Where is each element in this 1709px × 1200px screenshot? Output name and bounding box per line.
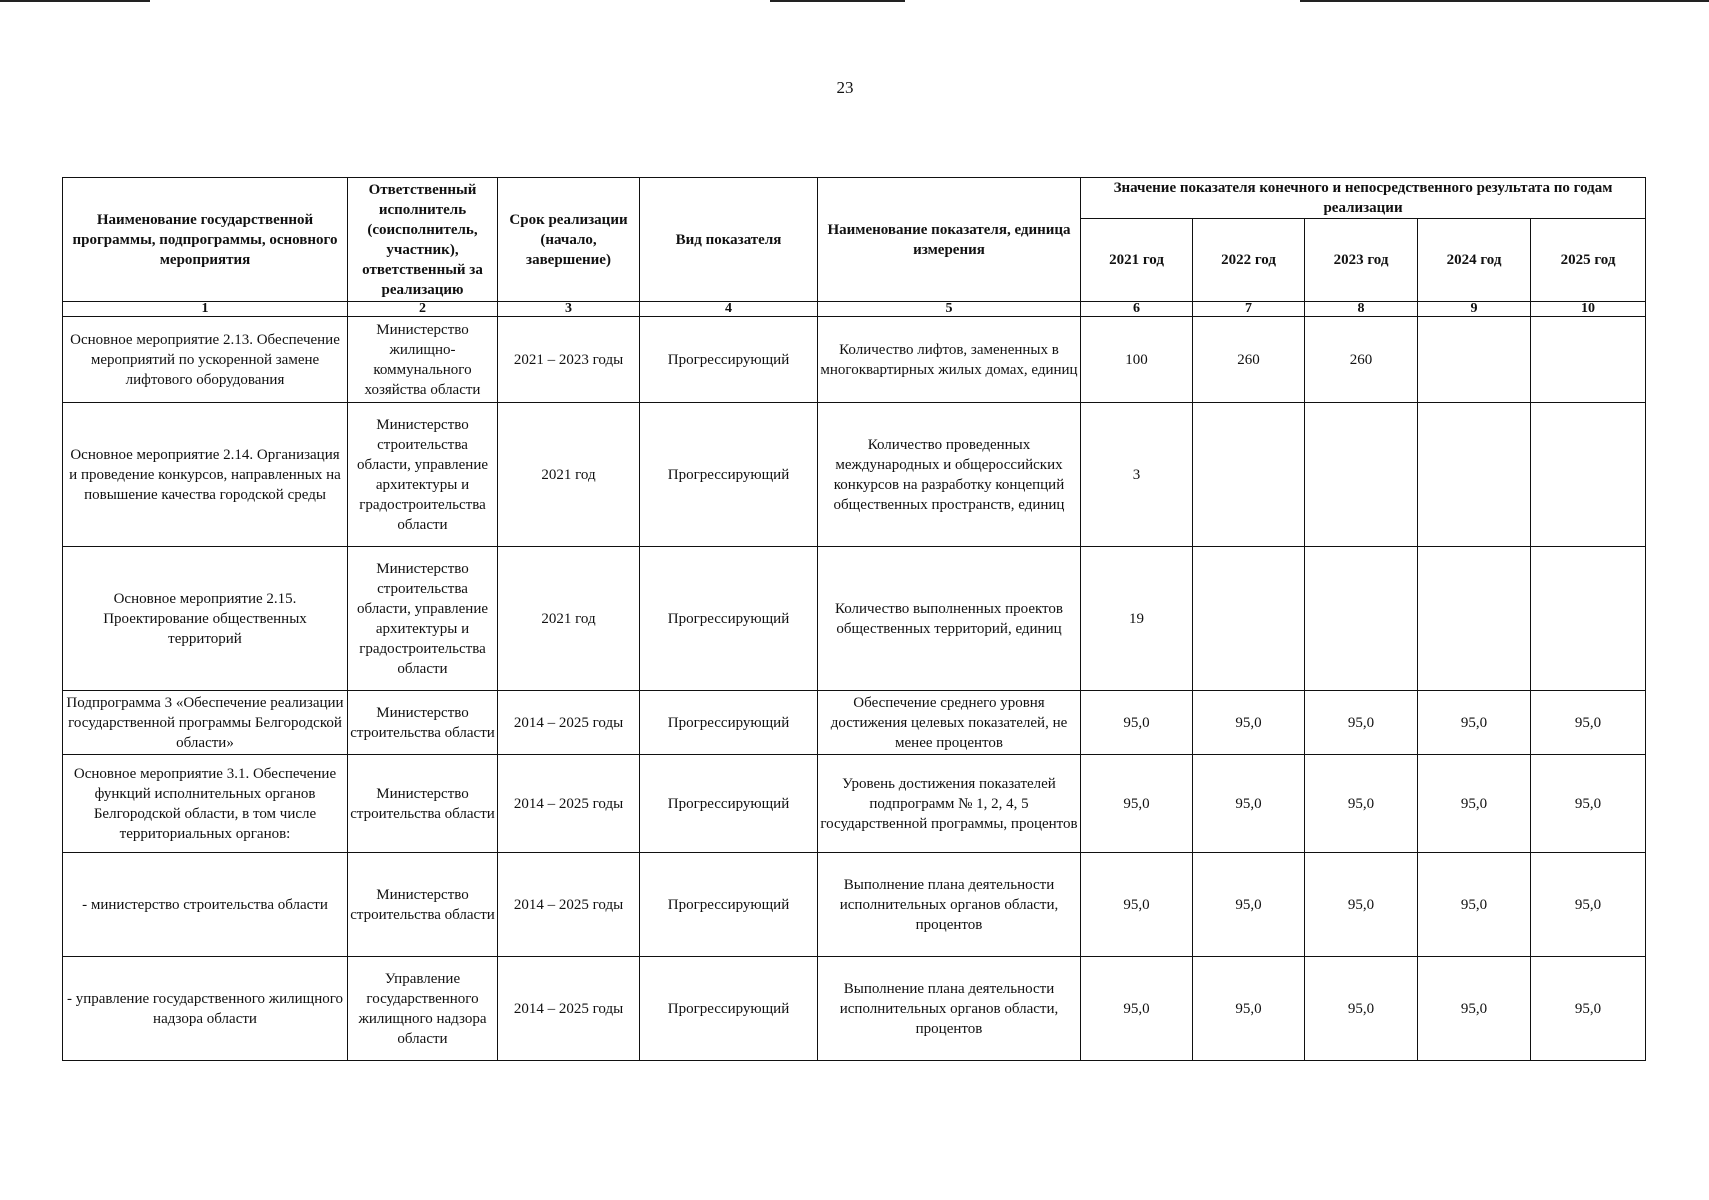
- row-executor: Министерство строительства области: [348, 853, 498, 957]
- row-executor: Министерство строительства области, управление архитектуры и градостроительства области: [348, 403, 498, 547]
- row-period: 2014 – 2025 годы: [498, 755, 640, 853]
- row-value-2023: [1305, 547, 1418, 691]
- header-program-name: Наименование государственной программы, подпрограммы, основного мероприятия: [63, 178, 348, 302]
- row-value-2022: 95,0: [1193, 755, 1305, 853]
- indicators-table: [62, 177, 1646, 1061]
- row-executor: Министерство строительства области, управление архитектуры и градостроительства области: [348, 547, 498, 691]
- row-value-2021: 3: [1081, 403, 1193, 547]
- row-indicator-type: Прогрессирующий: [640, 853, 818, 957]
- table-body: [63, 317, 1646, 1061]
- table-row: [63, 403, 1646, 547]
- header-indicator-type: Вид показателя: [640, 178, 818, 302]
- table-row: [63, 691, 1646, 755]
- row-value-2022: [1193, 403, 1305, 547]
- row-value-2025: 95,0: [1531, 755, 1646, 853]
- row-executor: Министерство строительства области: [348, 755, 498, 853]
- row-indicator-name: Количество выполненных проектов общественных территорий, единиц: [818, 547, 1081, 691]
- column-number: 5: [818, 302, 1081, 317]
- row-indicator-type: Прогрессирующий: [640, 547, 818, 691]
- row-value-2023: 95,0: [1305, 691, 1418, 755]
- row-period: 2014 – 2025 годы: [498, 853, 640, 957]
- row-indicator-name: Выполнение плана деятельности исполнительных органов области, процентов: [818, 957, 1081, 1061]
- header-executor: Ответственный исполнитель (соисполнитель, участник), ответственный за реализацию: [348, 178, 498, 302]
- table-header: [63, 178, 1646, 317]
- row-program-name: Основное мероприятие 2.13. Обеспечение мероприятий по ускоренной замене лифтового оборудования: [63, 317, 348, 403]
- column-number: 2: [348, 302, 498, 317]
- row-period: 2021 год: [498, 403, 640, 547]
- row-program-name: - министерство строительства области: [63, 853, 348, 957]
- header-period: Срок реализации (начало, завершение): [498, 178, 640, 302]
- row-value-2024: 95,0: [1418, 691, 1531, 755]
- row-value-2025: 95,0: [1531, 691, 1646, 755]
- row-indicator-name: Выполнение плана деятельности исполнительных органов области, процентов: [818, 853, 1081, 957]
- row-program-name: Основное мероприятие 2.15. Проектирование общественных территорий: [63, 547, 348, 691]
- row-value-2022: 95,0: [1193, 957, 1305, 1061]
- row-value-2023: 95,0: [1305, 853, 1418, 957]
- table-row: [63, 755, 1646, 853]
- row-value-2021: 95,0: [1081, 691, 1193, 755]
- row-value-2024: 95,0: [1418, 853, 1531, 957]
- row-program-name: - управление государственного жилищного надзора области: [63, 957, 348, 1061]
- row-period: 2021 год: [498, 547, 640, 691]
- column-number: 9: [1418, 302, 1531, 317]
- row-value-2024: 95,0: [1418, 755, 1531, 853]
- header-values-group: Значение показателя конечного и непосредственного результата по годам реализации: [1081, 178, 1646, 219]
- row-value-2024: [1418, 403, 1531, 547]
- row-program-name: Подпрограмма 3 «Обеспечение реализации государственной программы Белгородской области»: [63, 691, 348, 755]
- row-indicator-type: Прогрессирующий: [640, 957, 818, 1061]
- row-indicator-name: Уровень достижения показателей подпрограмм № 1, 2, 4, 5 государственной программы, процентов: [818, 755, 1081, 853]
- column-number-row: [63, 302, 1646, 317]
- row-value-2025: [1531, 547, 1646, 691]
- row-indicator-type: Прогрессирующий: [640, 755, 818, 853]
- row-value-2024: [1418, 317, 1531, 403]
- row-indicator-type: Прогрессирующий: [640, 317, 818, 403]
- row-value-2023: 95,0: [1305, 957, 1418, 1061]
- column-number: 7: [1193, 302, 1305, 317]
- row-executor: Министерство жилищно-коммунального хозяйства области: [348, 317, 498, 403]
- column-number: 4: [640, 302, 818, 317]
- table-row: [63, 853, 1646, 957]
- row-value-2021: 100: [1081, 317, 1193, 403]
- row-value-2021: 95,0: [1081, 755, 1193, 853]
- row-value-2022: 95,0: [1193, 691, 1305, 755]
- header-year: 2025 год: [1531, 219, 1646, 302]
- column-number: 3: [498, 302, 640, 317]
- row-value-2023: [1305, 403, 1418, 547]
- row-value-2025: [1531, 403, 1646, 547]
- row-period: 2021 – 2023 годы: [498, 317, 640, 403]
- row-value-2025: 95,0: [1531, 957, 1646, 1061]
- row-value-2025: [1531, 317, 1646, 403]
- row-indicator-name: Обеспечение среднего уровня достижения целевых показателей, не менее процентов: [818, 691, 1081, 755]
- row-value-2021: 95,0: [1081, 853, 1193, 957]
- row-indicator-name: Количество лифтов, замененных в многоквартирных жилых домах, единиц: [818, 317, 1081, 403]
- row-value-2024: [1418, 547, 1531, 691]
- row-period: 2014 – 2025 годы: [498, 957, 640, 1061]
- page-number: 23: [836, 78, 854, 97]
- column-number: 6: [1081, 302, 1193, 317]
- row-indicator-type: Прогрессирующий: [640, 403, 818, 547]
- row-value-2024: 95,0: [1418, 957, 1531, 1061]
- header-year: 2024 год: [1418, 219, 1531, 302]
- scan-edge-line-left: [0, 0, 150, 2]
- row-program-name: Основное мероприятие 2.14. Организация и проведение конкурсов, направленных на повышение качества городской среды: [63, 403, 348, 547]
- table-row: [63, 957, 1646, 1061]
- column-number: 10: [1531, 302, 1646, 317]
- row-value-2022: 95,0: [1193, 853, 1305, 957]
- row-value-2021: 19: [1081, 547, 1193, 691]
- column-number: 1: [63, 302, 348, 317]
- header-year: 2022 год: [1193, 219, 1305, 302]
- scan-edge-line-middle: [770, 0, 905, 2]
- row-value-2022: [1193, 547, 1305, 691]
- header-indicator-name: Наименование показателя, единица измерения: [818, 178, 1081, 302]
- row-value-2023: 260: [1305, 317, 1418, 403]
- table-row: [63, 317, 1646, 403]
- row-executor: Управление государственного жилищного надзора области: [348, 957, 498, 1061]
- row-value-2023: 95,0: [1305, 755, 1418, 853]
- table-row: [63, 547, 1646, 691]
- header-year: 2021 год: [1081, 219, 1193, 302]
- row-indicator-name: Количество проведенных международных и общероссийских конкурсов на разработку концепций общественных пространств, единиц: [818, 403, 1081, 547]
- row-value-2025: 95,0: [1531, 853, 1646, 957]
- row-period: 2014 – 2025 годы: [498, 691, 640, 755]
- column-number: 8: [1305, 302, 1418, 317]
- row-value-2022: 260: [1193, 317, 1305, 403]
- header-year: 2023 год: [1305, 219, 1418, 302]
- row-program-name: Основное мероприятие 3.1. Обеспечение функций исполнительных органов Белгородской области, в том числе территориальных органов:: [63, 755, 348, 853]
- row-executor: Министерство строительства области: [348, 691, 498, 755]
- row-indicator-type: Прогрессирующий: [640, 691, 818, 755]
- row-value-2021: 95,0: [1081, 957, 1193, 1061]
- scan-edge-line-right: [1300, 0, 1709, 2]
